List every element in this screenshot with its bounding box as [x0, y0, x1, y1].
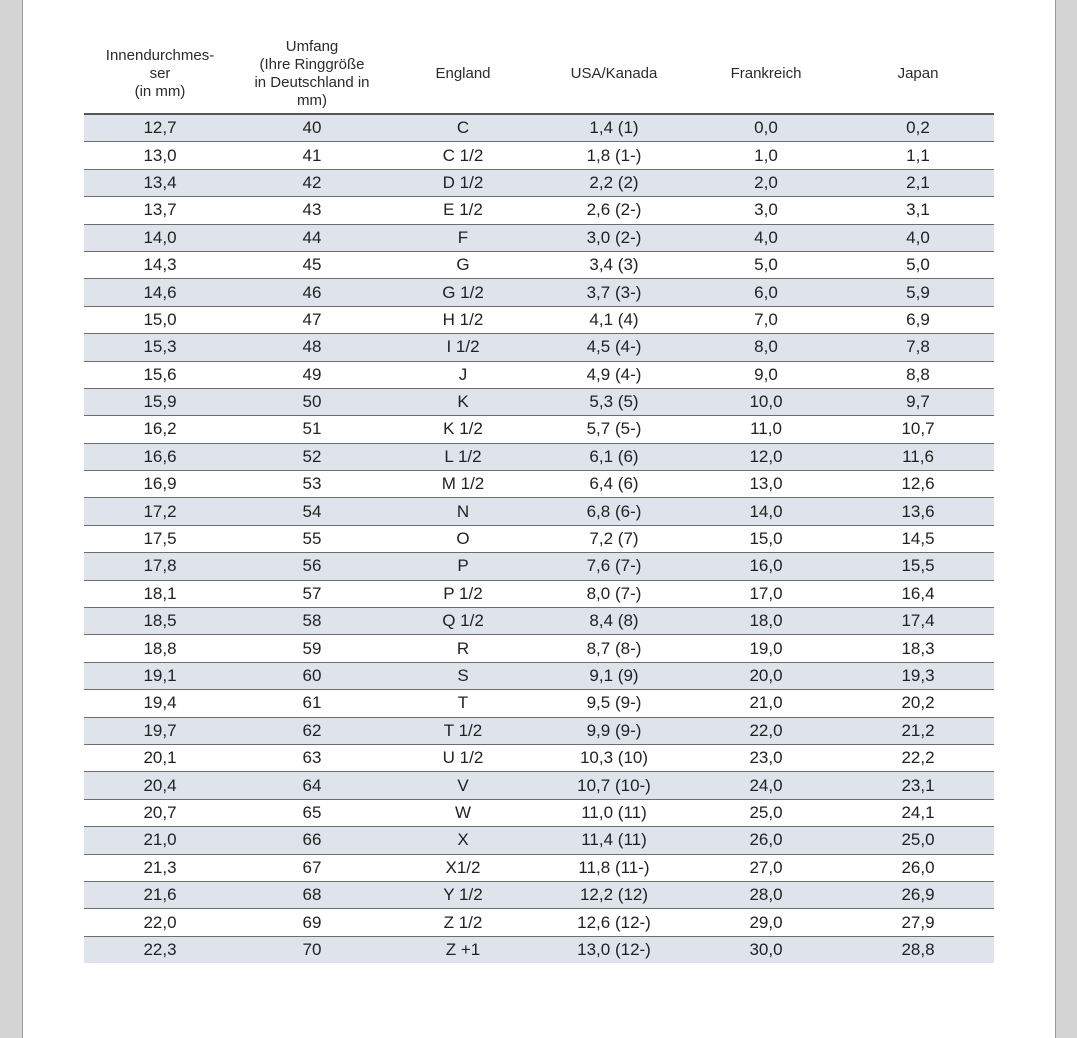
cell-france: 28,0 — [749, 885, 783, 905]
table-row — [84, 553, 994, 580]
cell-usa-canada: 1,4 (1) — [589, 118, 639, 138]
cell-england: X1/2 — [445, 857, 481, 877]
cell-france: 9,0 — [754, 364, 778, 384]
cell-inner-diameter: 13,4 — [143, 172, 177, 192]
cell-england: H 1/2 — [442, 309, 484, 329]
cell-england: Q 1/2 — [442, 611, 484, 631]
cell-usa-canada: 12,6 (12-) — [577, 912, 651, 932]
cell-circumference: 54 — [302, 501, 322, 521]
ring-size-table — [84, 34, 994, 963]
table-row — [84, 882, 994, 909]
cell-japan: 4,0 — [906, 227, 930, 247]
cell-england: V — [457, 775, 469, 795]
cell-inner-diameter: 15,9 — [143, 392, 177, 412]
cell-japan: 26,9 — [901, 885, 935, 905]
cell-japan: 16,4 — [901, 583, 935, 603]
cell-inner-diameter: 21,0 — [143, 830, 177, 850]
table-row — [84, 718, 994, 745]
cell-england: M 1/2 — [441, 474, 485, 494]
cell-france: 6,0 — [754, 282, 778, 302]
table-row — [84, 307, 994, 334]
cell-circumference: 60 — [302, 666, 322, 685]
cell-usa-canada: 11,0 (11) — [581, 802, 647, 822]
cell-inner-diameter: 15,0 — [143, 309, 177, 329]
cell-japan: 7,8 — [906, 337, 930, 357]
cell-circumference: 51 — [302, 419, 322, 439]
cell-japan: 26,0 — [901, 857, 935, 877]
cell-japan: 3,1 — [906, 200, 930, 220]
cell-usa-canada: 9,1 (9) — [589, 666, 639, 685]
cell-usa-canada: 11,4 (11) — [581, 830, 647, 850]
cell-france: 16,0 — [749, 556, 783, 576]
cell-usa-canada: 6,8 (6-) — [586, 501, 642, 521]
cell-england: R — [456, 638, 470, 658]
cell-inner-diameter: 17,2 — [143, 501, 177, 521]
cell-japan: 8,8 — [906, 364, 930, 384]
cell-england: L 1/2 — [444, 446, 482, 466]
cell-japan: 13,6 — [901, 501, 935, 521]
cell-usa-canada: 3,4 (3) — [589, 255, 639, 275]
cell-circumference: 69 — [302, 912, 322, 932]
table-row — [84, 635, 994, 662]
header-usa-canada: USA/Kanada — [570, 64, 658, 82]
table-header — [84, 34, 994, 115]
table-row — [84, 663, 994, 690]
cell-circumference: 70 — [302, 939, 322, 959]
header-circumference: Umfang (Ihre Ringgröße in Deutschland in mm) — [254, 37, 370, 109]
cell-inner-diameter: 15,6 — [143, 364, 177, 384]
cell-france: 15,0 — [749, 529, 783, 549]
cell-japan: 24,1 — [901, 802, 935, 822]
cell-france: 26,0 — [749, 830, 783, 850]
table-row — [84, 334, 994, 361]
cell-inner-diameter: 19,1 — [143, 666, 177, 685]
cell-circumference: 50 — [302, 392, 322, 412]
cell-england: K — [457, 392, 469, 412]
cell-japan: 12,6 — [901, 474, 935, 494]
cell-circumference: 57 — [302, 583, 322, 603]
cell-france: 8,0 — [754, 337, 778, 357]
cell-usa-canada: 4,1 (4) — [589, 309, 639, 329]
cell-circumference: 61 — [302, 693, 322, 713]
cell-circumference: 52 — [302, 446, 322, 466]
cell-usa-canada: 2,6 (2-) — [586, 200, 642, 220]
cell-france: 23,0 — [749, 748, 783, 768]
cell-usa-canada: 4,5 (4-) — [586, 337, 642, 357]
table-row — [84, 197, 994, 224]
cell-usa-canada: 12,2 (12) — [579, 885, 649, 905]
cell-inner-diameter: 18,8 — [143, 638, 177, 658]
cell-france: 20,0 — [749, 666, 783, 685]
cell-england: J — [458, 364, 468, 384]
cell-circumference: 63 — [302, 748, 322, 768]
cell-circumference: 49 — [302, 364, 322, 384]
cell-usa-canada: 7,2 (7) — [589, 529, 639, 549]
cell-france: 5,0 — [754, 255, 778, 275]
header-france: Frankreich — [730, 64, 802, 82]
cell-england: N — [456, 501, 470, 521]
cell-france: 30,0 — [749, 939, 783, 959]
cell-france: 18,0 — [749, 611, 783, 631]
table-row — [84, 115, 994, 142]
cell-france: 29,0 — [749, 912, 783, 932]
cell-japan: 10,7 — [901, 419, 935, 439]
cell-inner-diameter: 20,4 — [143, 775, 177, 795]
cell-inner-diameter: 17,5 — [143, 529, 177, 549]
header-inner-diameter: Innendurchmes- ser (in mm) — [105, 46, 215, 100]
cell-france: 10,0 — [749, 392, 783, 412]
cell-circumference: 64 — [302, 775, 322, 795]
cell-japan: 2,1 — [906, 172, 930, 192]
cell-usa-canada: 9,5 (9-) — [586, 693, 642, 713]
table-row — [84, 389, 994, 416]
cell-france: 25,0 — [749, 802, 783, 822]
table-row — [84, 362, 994, 389]
cell-japan: 17,4 — [901, 611, 935, 631]
cell-france: 0,0 — [754, 118, 778, 138]
cell-usa-canada: 6,1 (6) — [589, 446, 639, 466]
cell-inner-diameter: 21,3 — [143, 857, 177, 877]
cell-inner-diameter: 22,0 — [143, 912, 177, 932]
cell-france: 2,0 — [754, 172, 778, 192]
cell-japan: 1,1 — [906, 145, 930, 165]
cell-usa-canada: 5,7 (5-) — [586, 419, 642, 439]
cell-inner-diameter: 12,7 — [143, 118, 177, 138]
cell-england: F — [457, 227, 469, 247]
cell-usa-canada: 2,2 (2) — [589, 172, 639, 192]
table-row — [84, 142, 994, 169]
cell-circumference: 48 — [302, 337, 322, 357]
cell-england: P — [457, 556, 469, 576]
cell-circumference: 67 — [302, 857, 322, 877]
cell-circumference: 68 — [302, 885, 322, 905]
cell-england: T — [457, 693, 469, 713]
cell-usa-canada: 4,9 (4-) — [586, 364, 642, 384]
cell-inner-diameter: 14,3 — [143, 255, 177, 275]
document-page — [22, 0, 1056, 1038]
cell-england: D 1/2 — [442, 172, 484, 192]
cell-japan: 5,9 — [906, 282, 930, 302]
cell-circumference: 66 — [302, 830, 322, 850]
cell-england: E 1/2 — [443, 200, 483, 220]
cell-japan: 6,9 — [906, 309, 930, 329]
table-body — [84, 115, 994, 963]
table-row — [84, 498, 994, 525]
cell-inner-diameter: 17,8 — [143, 556, 177, 576]
table-row — [84, 444, 994, 471]
cell-england: W — [454, 802, 472, 822]
cell-inner-diameter: 20,1 — [143, 748, 177, 768]
cell-inner-diameter: 19,4 — [143, 693, 177, 713]
table-row — [84, 772, 994, 799]
table-row — [84, 745, 994, 772]
cell-japan: 14,5 — [901, 529, 935, 549]
table-row — [84, 279, 994, 306]
cell-usa-canada: 13,0 (12-) — [577, 939, 651, 959]
header-england: England — [435, 64, 491, 82]
cell-france: 21,0 — [749, 693, 783, 713]
table-row — [84, 416, 994, 443]
cell-japan: 0,2 — [906, 118, 930, 138]
cell-france: 22,0 — [749, 720, 783, 740]
cell-france: 4,0 — [754, 227, 778, 247]
cell-france: 11,0 — [750, 419, 782, 439]
cell-england: G 1/2 — [442, 282, 484, 302]
cell-inner-diameter: 15,3 — [143, 337, 177, 357]
table-row — [84, 608, 994, 635]
cell-japan: 19,3 — [901, 666, 935, 685]
cell-inner-diameter: 16,2 — [143, 419, 177, 439]
cell-england: I 1/2 — [446, 337, 480, 357]
cell-circumference: 47 — [302, 309, 322, 329]
cell-france: 19,0 — [749, 638, 783, 658]
cell-usa-canada: 8,4 (8) — [589, 611, 639, 631]
cell-circumference: 41 — [302, 145, 322, 165]
cell-usa-canada: 10,3 (10) — [579, 748, 649, 768]
cell-england: K 1/2 — [443, 419, 483, 439]
cell-japan: 23,1 — [901, 775, 935, 795]
cell-japan: 27,9 — [901, 912, 935, 932]
cell-france: 3,0 — [754, 200, 778, 220]
cell-england: C — [456, 118, 470, 138]
table-row — [84, 855, 994, 882]
table-row — [84, 581, 994, 608]
cell-circumference: 42 — [302, 172, 322, 192]
table-row — [84, 690, 994, 717]
cell-circumference: 44 — [302, 227, 322, 247]
cell-france: 27,0 — [749, 857, 783, 877]
cell-usa-canada: 8,0 (7-) — [586, 583, 642, 603]
table-row — [84, 800, 994, 827]
cell-japan: 22,2 — [901, 748, 935, 768]
cell-usa-canada: 11,8 (11-) — [578, 857, 650, 877]
table-row — [84, 170, 994, 197]
cell-england: S — [457, 666, 469, 685]
cell-england: T 1/2 — [443, 720, 483, 740]
cell-circumference: 43 — [302, 200, 322, 220]
cell-japan: 18,3 — [901, 638, 935, 658]
cell-inner-diameter: 21,6 — [143, 885, 177, 905]
cell-circumference: 46 — [302, 282, 322, 302]
cell-inner-diameter: 14,0 — [143, 227, 177, 247]
cell-japan: 25,0 — [901, 830, 935, 850]
cell-inner-diameter: 13,7 — [143, 200, 177, 220]
cell-circumference: 58 — [302, 611, 322, 631]
cell-japan: 21,2 — [901, 720, 935, 740]
cell-usa-canada: 3,7 (3-) — [586, 282, 642, 302]
cell-usa-canada: 1,8 (1-) — [586, 145, 642, 165]
cell-inner-diameter: 18,1 — [143, 583, 177, 603]
cell-inner-diameter: 18,5 — [143, 611, 177, 631]
table-row — [84, 471, 994, 498]
cell-england: Y 1/2 — [443, 885, 483, 905]
cell-circumference: 62 — [302, 720, 322, 740]
cell-japan: 15,5 — [901, 556, 935, 576]
cell-japan: 20,2 — [901, 693, 935, 713]
cell-inner-diameter: 14,6 — [143, 282, 177, 302]
cell-usa-canada: 5,3 (5) — [589, 392, 639, 412]
cell-england: C 1/2 — [442, 145, 484, 165]
cell-france: 13,0 — [749, 474, 783, 494]
header-japan: Japan — [897, 64, 939, 82]
table-row — [84, 526, 994, 553]
cell-inner-diameter: 16,9 — [143, 474, 177, 494]
cell-circumference: 53 — [302, 474, 322, 494]
cell-england: Z +1 — [445, 939, 481, 959]
cell-japan: 11,6 — [902, 446, 934, 466]
cell-france: 17,0 — [749, 583, 783, 603]
cell-france: 7,0 — [754, 309, 778, 329]
cell-circumference: 40 — [302, 118, 322, 138]
cell-england: X — [457, 830, 469, 850]
cell-inner-diameter: 22,3 — [143, 939, 177, 959]
cell-england: Z 1/2 — [443, 912, 483, 932]
cell-circumference: 55 — [302, 529, 322, 549]
table-row — [84, 937, 994, 963]
table-row — [84, 225, 994, 252]
cell-france: 14,0 — [749, 501, 783, 521]
cell-inner-diameter: 16,6 — [143, 446, 177, 466]
table-row — [84, 909, 994, 936]
cell-japan: 5,0 — [906, 255, 930, 275]
cell-france: 24,0 — [749, 775, 783, 795]
cell-circumference: 45 — [302, 255, 322, 275]
table-row — [84, 827, 994, 854]
cell-england: O — [456, 529, 470, 549]
cell-inner-diameter: 19,7 — [143, 720, 177, 740]
cell-england: P 1/2 — [443, 583, 483, 603]
cell-japan: 9,7 — [906, 392, 930, 412]
cell-usa-canada: 6,4 (6) — [589, 474, 639, 494]
cell-usa-canada: 8,7 (8-) — [586, 638, 642, 658]
cell-usa-canada: 3,0 (2-) — [586, 227, 642, 247]
cell-circumference: 59 — [302, 638, 322, 658]
cell-france: 1,0 — [754, 145, 778, 165]
cell-japan: 28,8 — [901, 939, 935, 959]
cell-inner-diameter: 13,0 — [143, 145, 177, 165]
cell-france: 12,0 — [749, 446, 783, 466]
cell-england: G — [456, 255, 470, 275]
cell-usa-canada: 10,7 (10-) — [577, 775, 651, 795]
cell-england: U 1/2 — [442, 748, 484, 768]
cell-inner-diameter: 20,7 — [143, 802, 177, 822]
cell-usa-canada: 9,9 (9-) — [586, 720, 642, 740]
cell-usa-canada: 7,6 (7-) — [586, 556, 642, 576]
table-row — [84, 252, 994, 279]
cell-circumference: 56 — [302, 556, 322, 576]
cell-circumference: 65 — [302, 802, 322, 822]
